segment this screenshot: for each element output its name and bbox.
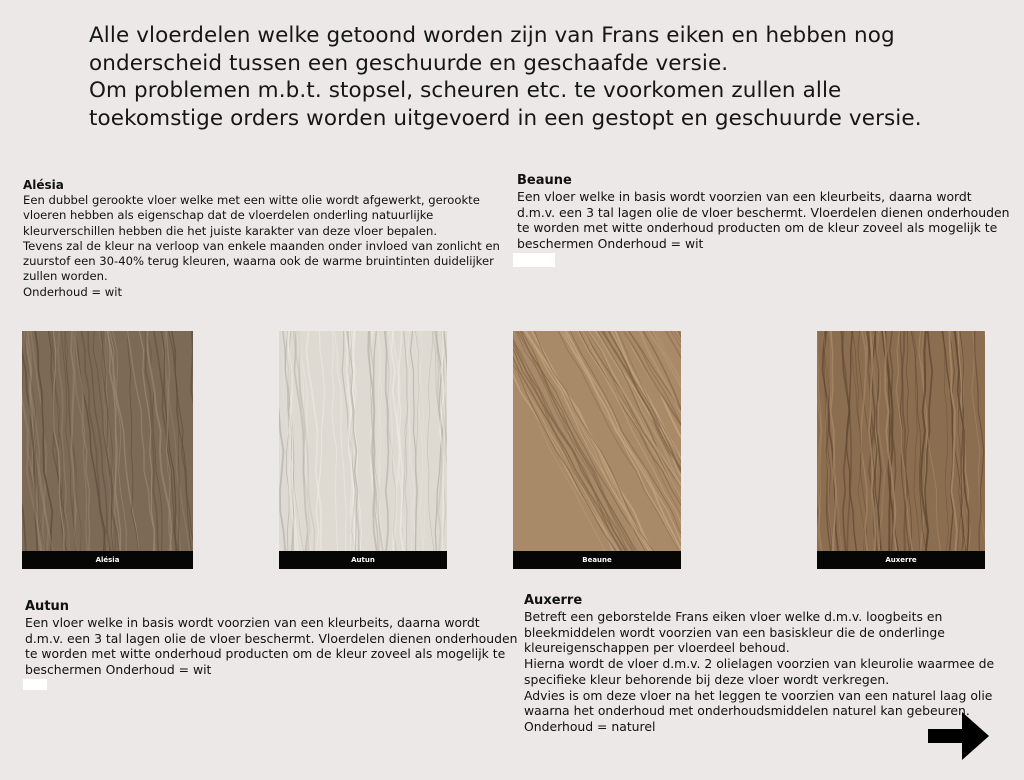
sample-label-auxerre: Auxerre: [817, 551, 985, 569]
wood-swatch-autun: [279, 331, 447, 551]
auxerre-title: Auxerre: [524, 593, 583, 608]
white-color-tag: [23, 679, 47, 690]
alesia-title: Alésia: [23, 178, 64, 192]
intro-paragraph-1: Alle vloerdelen welke getoond worden zijn van Frans eiken en hebben nog onderscheid tussen een geschuurde en geschaafde versie.: [89, 23, 895, 76]
alesia-description: [23, 177, 503, 300]
wood-swatch-auxerre: [817, 331, 985, 551]
alesia-maintenance: Onderhoud = wit: [23, 284, 123, 299]
intro-text: [89, 22, 949, 132]
sample-autun: [279, 331, 447, 569]
beaune-title: Beaune: [517, 173, 572, 188]
wood-swatch-alesia: [22, 331, 193, 551]
intro-paragraph-2: Om problemen m.b.t. stopsel, scheuren etc. te voorkomen zullen alle toekomstige orders worden uitgevoerd in een gestopt en geschuurde versie.: [89, 78, 922, 131]
sample-label-autun: Autun: [279, 551, 447, 569]
beaune-text: Een vloer welke in basis wordt voorzien van een kleurbeits, daarna wordt d.m.v. een 3 tal lagen olie de vloer beschermt. Vloerdelen dienen onderhouden te worden met witte onderhoud producten om de kleur zoveel als mogelijk te beschermen Onderhoud = wit: [517, 189, 1010, 252]
autun-title: Autun: [25, 599, 70, 614]
auxerre-maintenance: Onderhoud = naturel: [524, 718, 656, 734]
auxerre-text-1: Betreft een geborstelde Frans eiken vloer welke d.m.v. loogbeits en bleekmiddelen wordt voorzien van een basiskleur die de onderlinge kleureigenschappen per vloerdeel behoud.: [524, 609, 945, 656]
autun-description: [25, 599, 520, 678]
alesia-text-1: Een dubbel gerookte vloer welke met een witte olie wordt afgewerkt, gerookte vloeren hebben als eigenschap dat de vloerdelen onderling natuurlijke kleurverschillen hebben die het juiste karakter van deze vloer bepalen.: [23, 193, 480, 238]
autun-text: Een vloer welke in basis wordt voorzien van een kleurbeits, daarna wordt d.m.v. een 3 tal lagen olie de vloer beschermt. Vloerdelen dienen onderhouden te worden met witte onderhoud producten om de kleur zoveel als mogelijk te beschermen Onderhoud = wit: [25, 615, 518, 678]
sample-beaune: [513, 331, 681, 569]
sample-label-beaune: Beaune: [513, 551, 681, 569]
white-color-tag: [513, 253, 555, 267]
auxerre-text-2: Hierna wordt de vloer d.m.v. 2 olielagen voorzien van kleurolie waarmee de specifieke kleur behorende bij deze vloer wordt verkregen.: [524, 656, 995, 687]
alesia-text-2: Tevens zal de kleur na verloop van enkele maanden onder invloed van zonlicht en zuurstof een 30-40% terug kleuren, waarna ook de warme bruintinten duidelijker zullen worden.: [23, 238, 500, 284]
sample-label-alesia: Alésia: [22, 551, 193, 569]
sample-auxerre: [817, 331, 985, 569]
beaune-description: [517, 173, 1012, 252]
sample-alesia: [22, 331, 193, 569]
wood-swatch-beaune: [513, 331, 681, 551]
auxerre-text-3: Advies is om deze vloer na het leggen te voorzien van een naturel laag olie waarna het onderhoud met onderhoudsmiddelen naturel kan gebeuren.: [524, 687, 993, 719]
arrow-right-icon[interactable]: [928, 708, 990, 764]
